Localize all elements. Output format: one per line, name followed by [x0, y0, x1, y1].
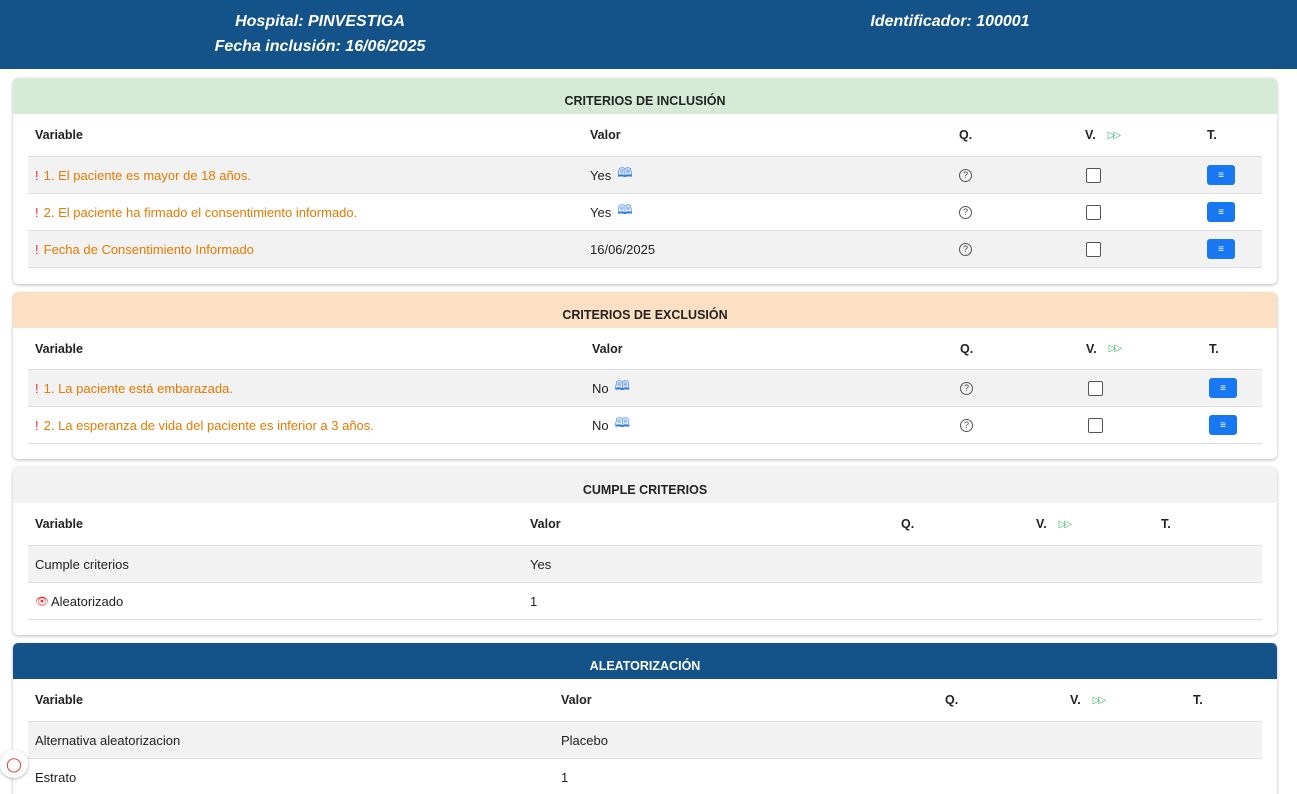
column-t: T.: [1207, 128, 1217, 142]
variable-value: No 🕮: [592, 407, 630, 443]
variable-value: No 🕮: [592, 370, 630, 406]
book-icon[interactable]: 🕮: [614, 378, 630, 393]
list-icon: ≡: [1218, 169, 1224, 181]
verify-checkbox[interactable]: [1086, 205, 1101, 220]
book-icon[interactable]: 🕮: [617, 165, 633, 180]
variable-label: ! 1. La paciente está embarazada.: [35, 380, 233, 396]
table-header: [28, 114, 1262, 157]
help-icon[interactable]: ?: [959, 243, 972, 256]
section-title: ALEATORIZACIÓN: [13, 643, 1277, 679]
verify-checkbox[interactable]: [1086, 242, 1101, 257]
chat-button[interactable]: [0, 750, 28, 778]
section-title: CUMPLE CRITERIOS: [13, 467, 1277, 503]
variable-label: Cumple criterios: [35, 556, 129, 572]
help-icon[interactable]: ?: [959, 206, 972, 219]
column-variable: Variable: [35, 128, 83, 142]
list-icon: ≡: [1220, 382, 1226, 394]
required-icon: !: [35, 204, 39, 220]
variable-value: Yes: [530, 556, 552, 572]
section-title: CRITERIOS DE EXCLUSIÓN: [13, 292, 1277, 328]
list-icon: ≡: [1218, 243, 1224, 255]
chat-icon: ◯: [6, 755, 22, 772]
book-icon[interactable]: 🕮: [617, 202, 633, 217]
column-v: V. ▷▷: [1085, 128, 1120, 142]
help-icon[interactable]: ?: [960, 419, 973, 432]
list-icon: ≡: [1220, 419, 1226, 431]
table-row: [28, 194, 1262, 231]
column-valor: Valor: [590, 128, 621, 142]
column-v: V. ▷▷: [1070, 693, 1105, 707]
variable-value: Yes 🕮: [590, 194, 633, 230]
required-icon: !: [35, 167, 39, 183]
table-row: [28, 231, 1262, 268]
inclusion-criteria-section: [13, 78, 1277, 284]
variable-label: Estrato: [35, 769, 77, 785]
fast-forward-icon[interactable]: ▷▷: [1092, 694, 1105, 706]
required-icon: !: [35, 241, 39, 257]
variable-value: 1: [530, 593, 538, 609]
verify-checkbox[interactable]: [1088, 381, 1103, 396]
table-header: [28, 503, 1262, 546]
column-variable: Variable: [35, 517, 83, 531]
column-q: Q.: [960, 341, 974, 356]
variable-label: ! 2. La esperanza de vida del paciente es inferior a 3 años.: [35, 417, 374, 433]
patient-header: [0, 0, 1297, 69]
fast-forward-icon[interactable]: ▷▷: [1108, 343, 1121, 354]
variable-label: 👁 Aleatorizado: [35, 593, 124, 609]
exclusion-criteria-section: [13, 292, 1277, 459]
hidden-eye-icon: 👁: [35, 595, 49, 608]
table-header: [28, 328, 1262, 370]
fast-forward-icon[interactable]: ▷▷: [1058, 518, 1071, 530]
table-header: [28, 679, 1262, 722]
column-v: V. ▷▷: [1086, 341, 1121, 356]
track-list-button[interactable]: [1209, 378, 1237, 398]
variable-label: ! 2. El paciente ha firmado el consentimiento informado.: [35, 204, 358, 220]
column-t: T.: [1209, 341, 1219, 356]
required-icon: !: [35, 380, 39, 396]
column-t: T.: [1161, 517, 1171, 531]
column-valor: Valor: [530, 517, 561, 531]
column-variable: Variable: [35, 693, 83, 707]
column-valor: Valor: [561, 693, 592, 707]
section-title: CRITERIOS DE INCLUSIÓN: [13, 78, 1277, 114]
patient-identifier: Identificador: 100001: [870, 13, 1030, 30]
book-icon[interactable]: 🕮: [614, 415, 630, 430]
verify-checkbox[interactable]: [1086, 168, 1101, 183]
column-valor: Valor: [592, 341, 623, 356]
variable-value: Yes 🕮: [590, 157, 633, 193]
inclusion-date-label: Fecha inclusión: 16/06/2025: [214, 38, 426, 55]
table-row: [28, 157, 1262, 194]
variable-label: Alternativa aleatorizacion: [35, 732, 181, 748]
column-v: V. ▷▷: [1036, 517, 1071, 531]
help-icon[interactable]: ?: [960, 382, 973, 395]
variable-value: Placebo: [561, 732, 608, 748]
track-list-button[interactable]: [1207, 239, 1235, 259]
fast-forward-icon[interactable]: ▷▷: [1107, 129, 1120, 141]
column-t: T.: [1193, 693, 1203, 707]
table-row: [28, 370, 1262, 407]
column-variable: Variable: [35, 341, 83, 356]
column-q: Q.: [945, 693, 959, 707]
track-list-button[interactable]: [1209, 415, 1237, 435]
table-row: [28, 407, 1262, 444]
variable-label: ! Fecha de Consentimiento Informado: [35, 241, 254, 257]
variable-value: 16/06/2025: [590, 241, 656, 257]
table-row: [28, 759, 1262, 794]
column-q: Q.: [959, 128, 973, 142]
required-icon: !: [35, 417, 39, 433]
table-row: [28, 583, 1262, 620]
table-row: [28, 722, 1262, 759]
variable-label: ! 1. El paciente es mayor de 18 años.: [35, 167, 252, 183]
hospital-label: Hospital: PINVESTIGA: [235, 13, 405, 30]
help-icon[interactable]: ?: [959, 169, 972, 182]
column-q: Q.: [901, 517, 915, 531]
variable-value: 1: [561, 769, 569, 785]
aleatorizacion-section: [13, 643, 1277, 794]
cumple-criterios-section: [13, 467, 1277, 635]
track-list-button[interactable]: [1207, 202, 1235, 222]
table-row: [28, 546, 1262, 583]
track-list-button[interactable]: [1207, 165, 1235, 185]
list-icon: ≡: [1218, 206, 1224, 218]
verify-checkbox[interactable]: [1088, 418, 1103, 433]
